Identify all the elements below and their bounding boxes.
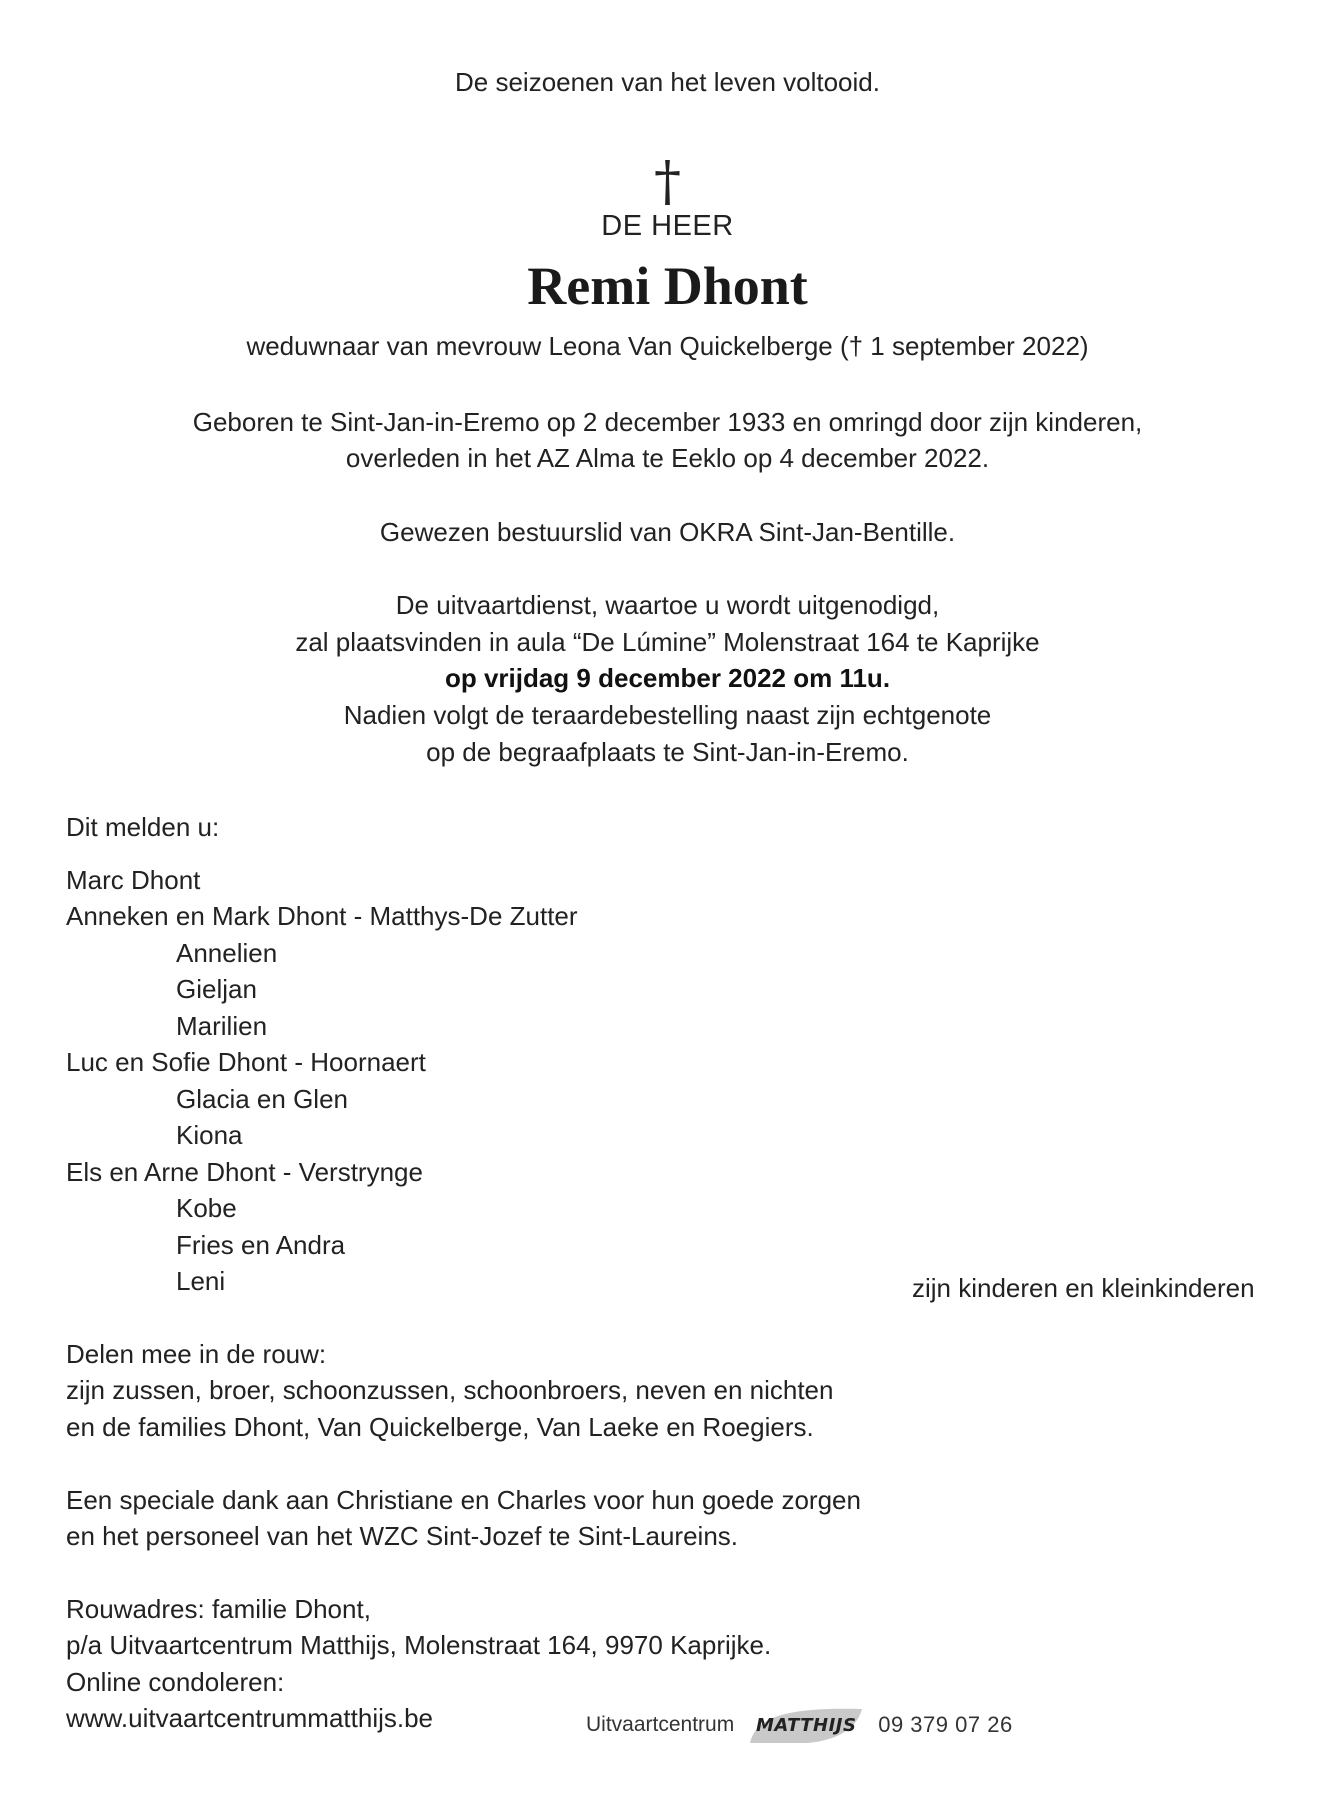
spouse-line: weduwnaar van mevrouw Leona Van Quickelberge († 1 september 2022) bbox=[246, 331, 1089, 361]
mourning-intro: Delen mee in de rouw: bbox=[66, 1339, 327, 1369]
title-prefix: DE HEER bbox=[601, 210, 734, 242]
cross-icon: † bbox=[654, 150, 681, 213]
family-summary: zijn kinderen en kleinkinderen bbox=[912, 1273, 1255, 1303]
death-line: overleden in het AZ Alma te Eeklo op 4 december 2022. bbox=[345, 443, 990, 473]
mourning-line: zijn zussen, broer, schoonzussen, schoonbroers, neven en nichten bbox=[66, 1375, 834, 1405]
logo-text: MATTHIJS bbox=[755, 1715, 857, 1736]
funeral-home-label: Uitvaartcentrum bbox=[586, 1713, 735, 1736]
service-location-line: zal plaatsvinden in aula “De Lúmine” Molenstraat 164 te Kaprijke bbox=[295, 627, 1040, 657]
thanks-line: en het personeel van het WZC Sint-Jozef te Sint-Laureins. bbox=[66, 1521, 739, 1551]
family-member: Marc Dhont bbox=[66, 865, 201, 895]
family-member: Els en Arne Dhont - Verstrynge bbox=[66, 1157, 423, 1187]
board-membership-line: Gewezen bestuurslid van OKRA Sint-Jan-Bentille. bbox=[379, 517, 956, 547]
grandchild: Annelien bbox=[176, 938, 278, 968]
burial-line: Nadien volgt de teraardebestelling naast zijn echtgenote bbox=[343, 700, 992, 730]
grandchild: Marilien bbox=[176, 1011, 268, 1041]
grandchild: Kiona bbox=[176, 1120, 243, 1150]
condolence-label: Online condoleren: bbox=[66, 1667, 285, 1697]
service-date-line: op vrijdag 9 december 2022 om 11u. bbox=[444, 663, 891, 693]
announce-intro: Dit melden u: bbox=[66, 812, 220, 842]
funeral-home-footer bbox=[586, 1703, 1013, 1747]
address-line: Rouwadres: familie Dhont, bbox=[66, 1594, 371, 1624]
condolence-website-link[interactable]: www.uitvaartcentrummatthijs.be bbox=[66, 1703, 434, 1733]
burial-location-line: op de begraafplaats te Sint-Jan-in-Eremo. bbox=[426, 737, 909, 767]
family-member: Luc en Sofie Dhont - Hoornaert bbox=[66, 1047, 426, 1077]
grandchild: Glacia en Glen bbox=[176, 1084, 348, 1114]
matthijs-logo bbox=[746, 1703, 866, 1747]
motto: De seizoenen van het leven voltooid. bbox=[455, 67, 880, 97]
address-line: p/a Uitvaartcentrum Matthijs, Molenstraat 164, 9970 Kaprijke. bbox=[66, 1630, 772, 1660]
grandchild: Leni bbox=[176, 1266, 226, 1296]
deceased-name: Remi Dhont bbox=[527, 256, 808, 316]
grandchild: Fries en Andra bbox=[176, 1230, 346, 1260]
thanks-line: Een speciale dank aan Christiane en Charles voor hun goede zorgen bbox=[66, 1485, 861, 1515]
service-line: De uitvaartdienst, waartoe u wordt uitgenodigd, bbox=[395, 590, 940, 620]
mourning-line: en de families Dhont, Van Quickelberge, Van Laeke en Roegiers. bbox=[66, 1412, 814, 1442]
phone-number: 09 379 07 26 bbox=[878, 1712, 1013, 1737]
birth-line: Geboren te Sint-Jan-in-Eremo op 2 december 1933 en omringd door zijn kinderen, bbox=[192, 407, 1143, 437]
grandchild: Gieljan bbox=[176, 974, 257, 1004]
family-member: Anneken en Mark Dhont - Matthys-De Zutter bbox=[66, 901, 578, 931]
grandchild: Kobe bbox=[176, 1193, 237, 1223]
